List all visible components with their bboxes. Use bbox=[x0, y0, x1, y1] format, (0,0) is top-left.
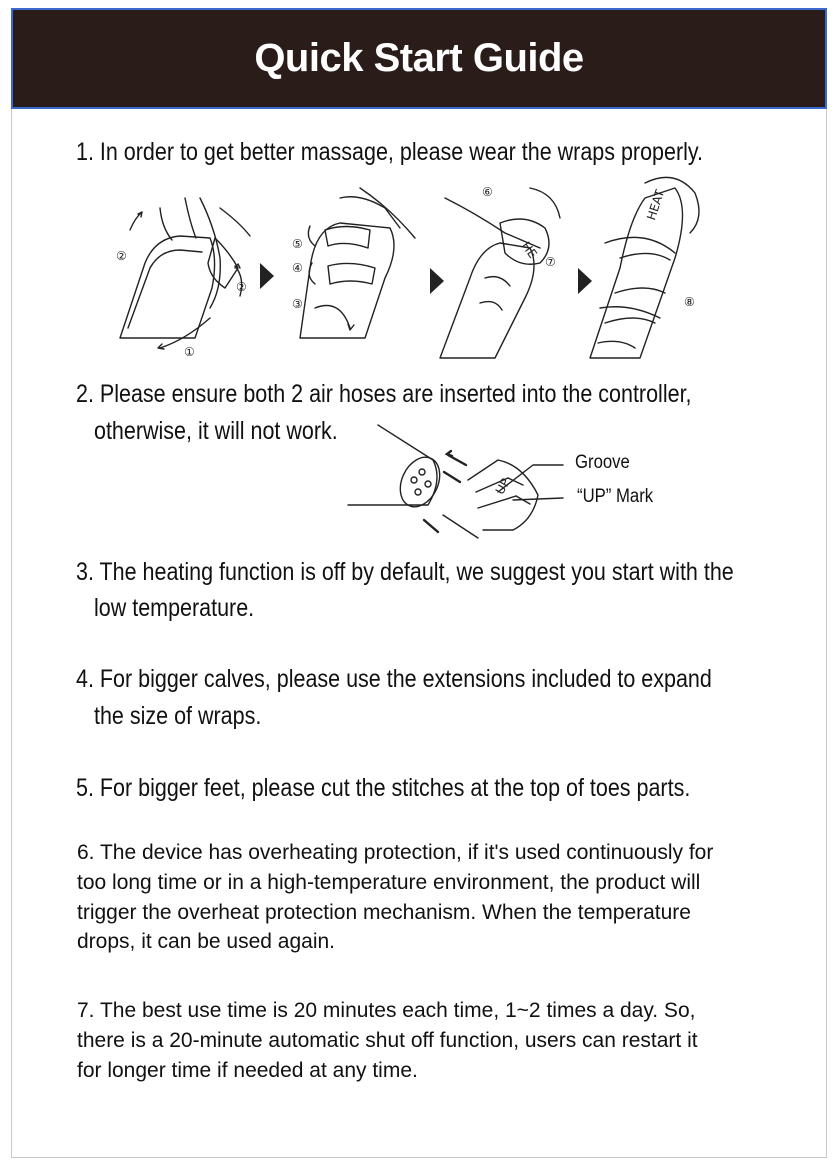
step-5-text: 5. For bigger feet, please cut the stitches at the top of toes parts. bbox=[76, 774, 691, 802]
step-6-text-line-4: drops, it can be used again. bbox=[77, 930, 336, 953]
marker-2-left: ② bbox=[116, 249, 127, 263]
step-2-text-line-2: otherwise, it will not work. bbox=[94, 417, 338, 445]
step-3-text-line-2: low temperature. bbox=[94, 594, 255, 622]
marker-5: ⑤ bbox=[292, 237, 303, 251]
step-6-text-line-2: too long time or in a high-temperature environment, the product will bbox=[77, 871, 701, 894]
marker-4: ④ bbox=[292, 261, 303, 275]
wrap-step-panel-4 bbox=[590, 177, 699, 358]
marker-3: ③ bbox=[292, 297, 303, 311]
marker-8: ⑧ bbox=[684, 295, 695, 309]
step-6-text-line-1: 6. The device has overheating protection, if it's used continuously for bbox=[77, 841, 714, 864]
hose-up-text: UP bbox=[492, 475, 513, 497]
wrap-step-panel-3 bbox=[440, 185, 560, 358]
wrap-text-he: HE bbox=[518, 239, 540, 261]
step-7-text-line-3: for longer time if needed at any time. bbox=[77, 1059, 418, 1082]
insert-arrow-3 bbox=[424, 520, 438, 532]
step-4-text-line-2: the size of wraps. bbox=[94, 702, 262, 730]
step-arrow-2 bbox=[430, 268, 444, 294]
wrap-step-panel-2 bbox=[292, 188, 415, 338]
step-2-text-line-1: 2. Please ensure both 2 air hoses are inserted into the controller, bbox=[76, 380, 692, 408]
step-4-text-line-1: 4. For bigger calves, please use the extensions included to expand bbox=[76, 665, 712, 693]
page-title: Quick Start Guide bbox=[254, 36, 584, 80]
wrap-text-heat: HEAT bbox=[644, 187, 668, 222]
marker-2-right: ② bbox=[236, 280, 247, 294]
step-3-text-line-1: 3. The heating function is off by default, we suggest you start with the bbox=[76, 558, 734, 586]
marker-7: ⑥ bbox=[482, 185, 493, 199]
insert-arrow-2 bbox=[444, 472, 460, 482]
step-arrow-1 bbox=[260, 263, 274, 289]
marker-1: ① bbox=[184, 345, 195, 359]
step-6-text-line-3: trigger the overheat protection mechanism. When the temperature bbox=[77, 901, 691, 924]
step-arrow-3 bbox=[578, 268, 592, 294]
step-7-text-line-1: 7. The best use time is 20 minutes each time, 1~2 times a day. So, bbox=[77, 999, 696, 1022]
marker-6: ⑦ bbox=[545, 255, 556, 269]
groove-label: Groove bbox=[575, 452, 630, 473]
wrap-step-panel-1 bbox=[116, 198, 250, 359]
air-hose-diagram bbox=[348, 420, 668, 550]
header-banner bbox=[11, 8, 827, 109]
wrap-wearing-diagram bbox=[100, 168, 720, 368]
step-1-text: 1. In order to get better massage, please wear the wraps properly. bbox=[76, 138, 704, 166]
step-7-text-line-2: there is a 20-minute automatic shut off function, users can restart it bbox=[77, 1029, 698, 1052]
insert-arrow-1 bbox=[447, 451, 466, 465]
controller bbox=[348, 425, 447, 513]
up-mark-label: “UP” Mark bbox=[577, 486, 654, 507]
